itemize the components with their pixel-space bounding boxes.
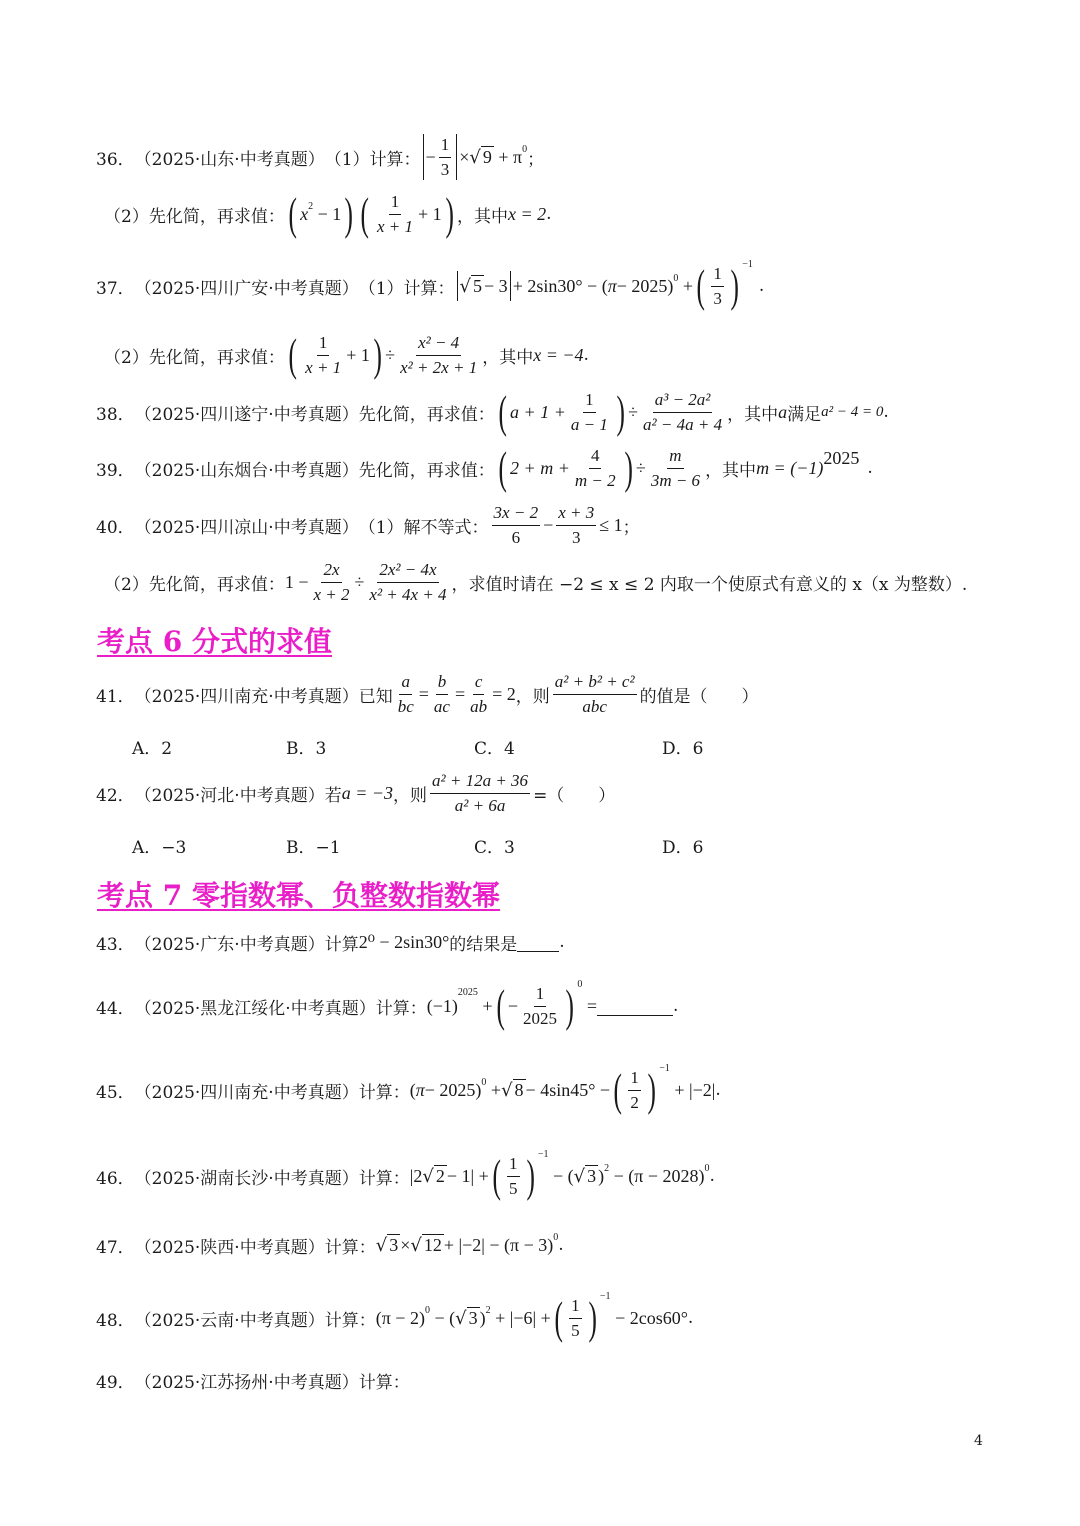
question-text: （1）计算： — [358, 278, 455, 299]
question-number: 46． — [96, 1168, 135, 1189]
question-source: （2025·四川南充·中考真题） — [134, 1082, 359, 1103]
question-number: 39． — [96, 460, 135, 481]
math-fraction: $\frac{1}{a - 1}$ — [570, 389, 608, 434]
question-source: （2025·湖南长沙·中考真题） — [134, 1168, 359, 1189]
option-a[interactable]: A．−3 — [132, 838, 187, 858]
question-text: 计算： — [358, 1082, 410, 1103]
math-fraction: $\frac{m}{3m - 6}$ — [650, 445, 701, 490]
math-fraction: $\frac{x + 3}{3}$ — [558, 502, 595, 547]
punctuation: . — [867, 458, 873, 478]
math-variable: a — [778, 401, 788, 422]
math-fraction: $\frac{\text{a² + b² + c²}}{\text{abc}}$ — [554, 671, 635, 716]
q41-line: 41． （2025·四川南充·中考真题） 已知 $\frac{a}{bc}$ = $\frac{b}{ac}$ = $\frac{c}{ab}$ = 2 ，则 $\frac{\text{a² + b² + c²}}{\text{abc}}$ 的值是（ ） — [96, 668, 759, 720]
question-text: 计算： — [324, 1310, 376, 1331]
question-text: 计算 — [324, 934, 359, 955]
math-fraction: $\frac{1}{3}$ — [440, 134, 450, 179]
punctuation: . — [559, 932, 565, 952]
q44-line: 44． （2025·黑龙江绥化·中考真题） 计算： $(-1)^{2025}$ + ( − $\frac{1}{2025}$ ) $^0$ = . — [96, 978, 679, 1031]
question-source: （2025·山东·中考真题） — [134, 149, 325, 170]
question-source: （2025·四川广安·中考真题） — [134, 278, 359, 299]
q43-line — [96, 928, 565, 956]
math-fraction: $\frac{4}{m - 2}$ — [574, 445, 616, 490]
question-text: ，则 — [393, 785, 428, 806]
question-number: 40． — [96, 517, 135, 538]
punctuation: . — [709, 1166, 715, 1186]
question-text: =（ ） — [533, 785, 616, 806]
question-text: 计算： — [324, 1237, 376, 1258]
q48-line: 48． （2025·云南·中考真题） 计算： $(\pi - 2)^0$ − ( √ 3 )$^2$ + |−6| + ( $\frac{1}{5}$ ) $^{-1}$ − 2cos60° . — [96, 1290, 694, 1343]
punctuation: . — [715, 1080, 721, 1100]
question-text: ，其中 — [705, 460, 757, 481]
question-number: 37． — [96, 278, 135, 299]
section-heading-6: 考点 6 分式的求值 — [97, 625, 332, 658]
q39-line: 39． （2025·山东烟台·中考真题） 先化简，再求值： ( 2 + m + $\frac{4}{m - 2}$ ) ÷ $\frac{m}{3m - 6}$ ，其中 m = (−1) $^{2025}$ . — [96, 442, 873, 493]
math-fraction: $\frac{b}{ac}$ — [433, 671, 450, 716]
math-expression: x = 2 — [507, 203, 547, 224]
q36-line2: （2）先化简，再求值： ( x $^2$ − 1 ) ( $\frac{1}{x + 1}$ + 1 ) ，其中 x = 2 . — [104, 188, 552, 239]
math-fraction: $\frac{\text{a² + 12a + 36}}{\text{a² + 6a}}$ — [432, 770, 529, 815]
question-source: （2025·河北·中考真题） — [134, 785, 325, 806]
math-expression: x = −4 — [533, 344, 584, 365]
option-d[interactable]: D．6 — [662, 739, 704, 759]
section-heading-7: 考点 7 零指数幂、负整数指数幂 — [97, 879, 500, 912]
q47-line: 47． （2025·陕西·中考真题） 计算： √ 3 × √ 12 + $|-2| - (\pi - 3)^0$ . — [96, 1231, 564, 1258]
question-source: （2025·陕西·中考真题） — [134, 1237, 325, 1258]
question-source: （2025·四川凉山·中考真题） — [134, 517, 359, 538]
question-text: （2）先化简，再求值： — [104, 347, 285, 368]
math-fraction: $\frac{1}{5}$ — [571, 1295, 580, 1340]
option-d[interactable]: D．6 — [662, 838, 704, 858]
question-number: 44． — [96, 998, 135, 1019]
math-fraction: $\frac{1}{2025}$ — [523, 983, 557, 1028]
question-source: （2025·山东烟台·中考真题） — [134, 460, 359, 481]
question-text: 的结果是 — [449, 934, 518, 955]
math-fraction: $\frac{c}{ab}$ — [470, 671, 488, 716]
q40-line2: （2）先化简，再求值： 1 − $\frac{2x}{x + 2}$ ÷ $\frac{\text{2x² − 4x}}{\text{x² + 4x + 4}}$ ，求值时请在 −2 ≤ x ≤ 2 内取一个使原式有意义的 x（x 为整数）. — [104, 556, 967, 608]
question-number: 41． — [96, 686, 135, 707]
math-fraction: $\frac{a}{bc}$ — [397, 671, 414, 716]
question-number: 36． — [96, 149, 135, 170]
question-text: （1）解不等式： — [358, 517, 489, 538]
math-fraction: $\frac{\text{a³ − 2a²}}{\text{a² − 4a + 4}}$ — [643, 389, 723, 434]
question-source: （2025·江苏扬州·中考真题） — [134, 1372, 359, 1393]
question-text: ，其中 — [727, 404, 779, 425]
q45-line: 45． （2025·四川南充·中考真题） 计算： ( π − 2025)$^0$ + √ 8 − 4sin45° − ( $\frac{1}{2}$ ) $^{-1}$ + |−2| . — [96, 1062, 721, 1115]
question-source: （2025·四川遂宁·中考真题） — [134, 404, 359, 425]
question-text: ，则 — [515, 686, 550, 707]
q36-line1: 36． （2025·山东·中考真题） （1）计算： − $\frac{1}{3}$ × √ 9 + $\pi^0$ ； — [96, 132, 544, 182]
question-text: ，其中 — [456, 206, 508, 227]
question-text: ，其中 — [482, 347, 534, 368]
option-b[interactable]: B．−1 — [286, 838, 341, 858]
punctuation: . — [883, 402, 889, 422]
question-text: 满足 — [787, 404, 822, 425]
question-text: 计算： — [358, 1168, 410, 1189]
question-source: （2025·广东·中考真题） — [134, 934, 325, 955]
question-number: 43． — [96, 934, 135, 955]
option-c[interactable]: C．4 — [474, 739, 515, 759]
q40-line1: 40． （2025·四川凉山·中考真题） （1）解不等式： $\frac{3x - 2}{6}$ − $\frac{x + 3}{3}$ ≤ 1 ； — [96, 500, 640, 550]
question-text: 先化简，再求值： — [358, 460, 495, 481]
punctuation: . — [558, 1235, 564, 1255]
question-number: 42． — [96, 785, 135, 806]
question-text: 若 — [324, 785, 342, 806]
question-text: （2）先化简，再求值： — [104, 574, 285, 595]
question-text: 计算： — [375, 998, 427, 1019]
question-source: （2025·四川南充·中考真题） — [134, 686, 359, 707]
answer-blank[interactable] — [597, 997, 673, 1016]
question-text: 的值是（ ） — [639, 686, 759, 707]
question-number: 49． — [96, 1372, 135, 1393]
question-source: （2025·云南·中考真题） — [134, 1310, 325, 1331]
option-c[interactable]: C．3 — [474, 838, 515, 858]
question-number: 47． — [96, 1237, 135, 1258]
punctuation: . — [672, 996, 679, 1016]
punctuation: . — [687, 1308, 694, 1328]
answer-blank[interactable] — [517, 933, 559, 952]
question-source: （2025·黑龙江绥化·中考真题） — [134, 998, 376, 1019]
math-exponent: 2025 — [823, 447, 860, 468]
math-fraction: $\frac{1}{2}$ — [630, 1067, 639, 1112]
option-b[interactable]: B．3 — [286, 739, 327, 759]
q46-line: 46． （2025·湖南长沙·中考真题） 计算： |2 √ 2 − 1| + ( $\frac{1}{5}$ ) $^{-1}$ − ( √ 3 )$^2 - (\pi - 2028)^0$ . — [96, 1148, 715, 1201]
punctuation: . — [546, 204, 552, 224]
math-fraction: $\frac{\text{x² − 4}}{\text{x² + 2x + 1}}$ — [400, 332, 478, 377]
math-expression: a² − 4 = 0 — [821, 403, 884, 420]
math-expression: a = −3 — [341, 782, 394, 803]
q37-line1: 37． （2025·四川广安·中考真题） （1）计算： √ 5 − 3 + 2sin30° − ( π − 2025)$^0$ + ( $\frac{1}{3}$ ) $^{-1}$ . — [96, 258, 765, 311]
q38-line: 38． （2025·四川遂宁·中考真题） 先化简，再求值： ( a + 1 + $\frac{1}{a - 1}$ ) ÷ $\frac{\text{a³ − 2a²}}{\text{a² − 4a + 4}}$ ，其中 a 满足 a² − 4 = 0 . — [96, 386, 889, 437]
q49-line — [96, 1366, 410, 1394]
question-text: 已知 — [358, 686, 393, 707]
page-number: 4 — [974, 1433, 983, 1449]
question-text: 计算： — [358, 1372, 410, 1393]
option-a[interactable]: A．2 — [132, 739, 173, 759]
question-text: ，求值时请在 −2 ≤ x ≤ 2 内取一个使原式有意义的 x（x 为整数）. — [451, 574, 968, 595]
q37-line2: （2）先化简，再求值： ( $\frac{1}{x + 1}$ + 1 ) ÷ $\frac{\text{x² − 4}}{\text{x² + 2x + 1}}$ ，其中 x = −4 . — [104, 329, 589, 380]
math-fraction: $\frac{1}{3}$ — [713, 263, 722, 308]
math-expression: 2⁰ − 2sin30° — [358, 931, 450, 952]
q42-line — [96, 767, 615, 819]
math-fraction: $\frac{\text{2x² − 4x}}{\text{x² + 4x + 4}}$ — [369, 559, 447, 604]
math-fraction: $\frac{1}{5}$ — [509, 1153, 518, 1198]
math-fraction: $\frac{3x - 2}{6}$ — [493, 502, 539, 547]
question-number: 48． — [96, 1310, 135, 1331]
math-fraction: $\frac{1}{x + 1}$ — [376, 191, 413, 236]
question-text: （2）先化简，再求值： — [104, 206, 285, 227]
question-text: 先化简，再求值： — [358, 404, 495, 425]
question-number: 45． — [96, 1082, 135, 1103]
math-fraction: $\frac{2x}{x + 2}$ — [313, 559, 350, 604]
math-expression: m = (−1) — [756, 457, 824, 478]
question-text: （1）计算： — [324, 149, 421, 170]
question-number: 38． — [96, 404, 135, 425]
punctuation: . — [583, 345, 589, 365]
math-fraction: $\frac{1}{x + 1}$ — [305, 332, 342, 377]
